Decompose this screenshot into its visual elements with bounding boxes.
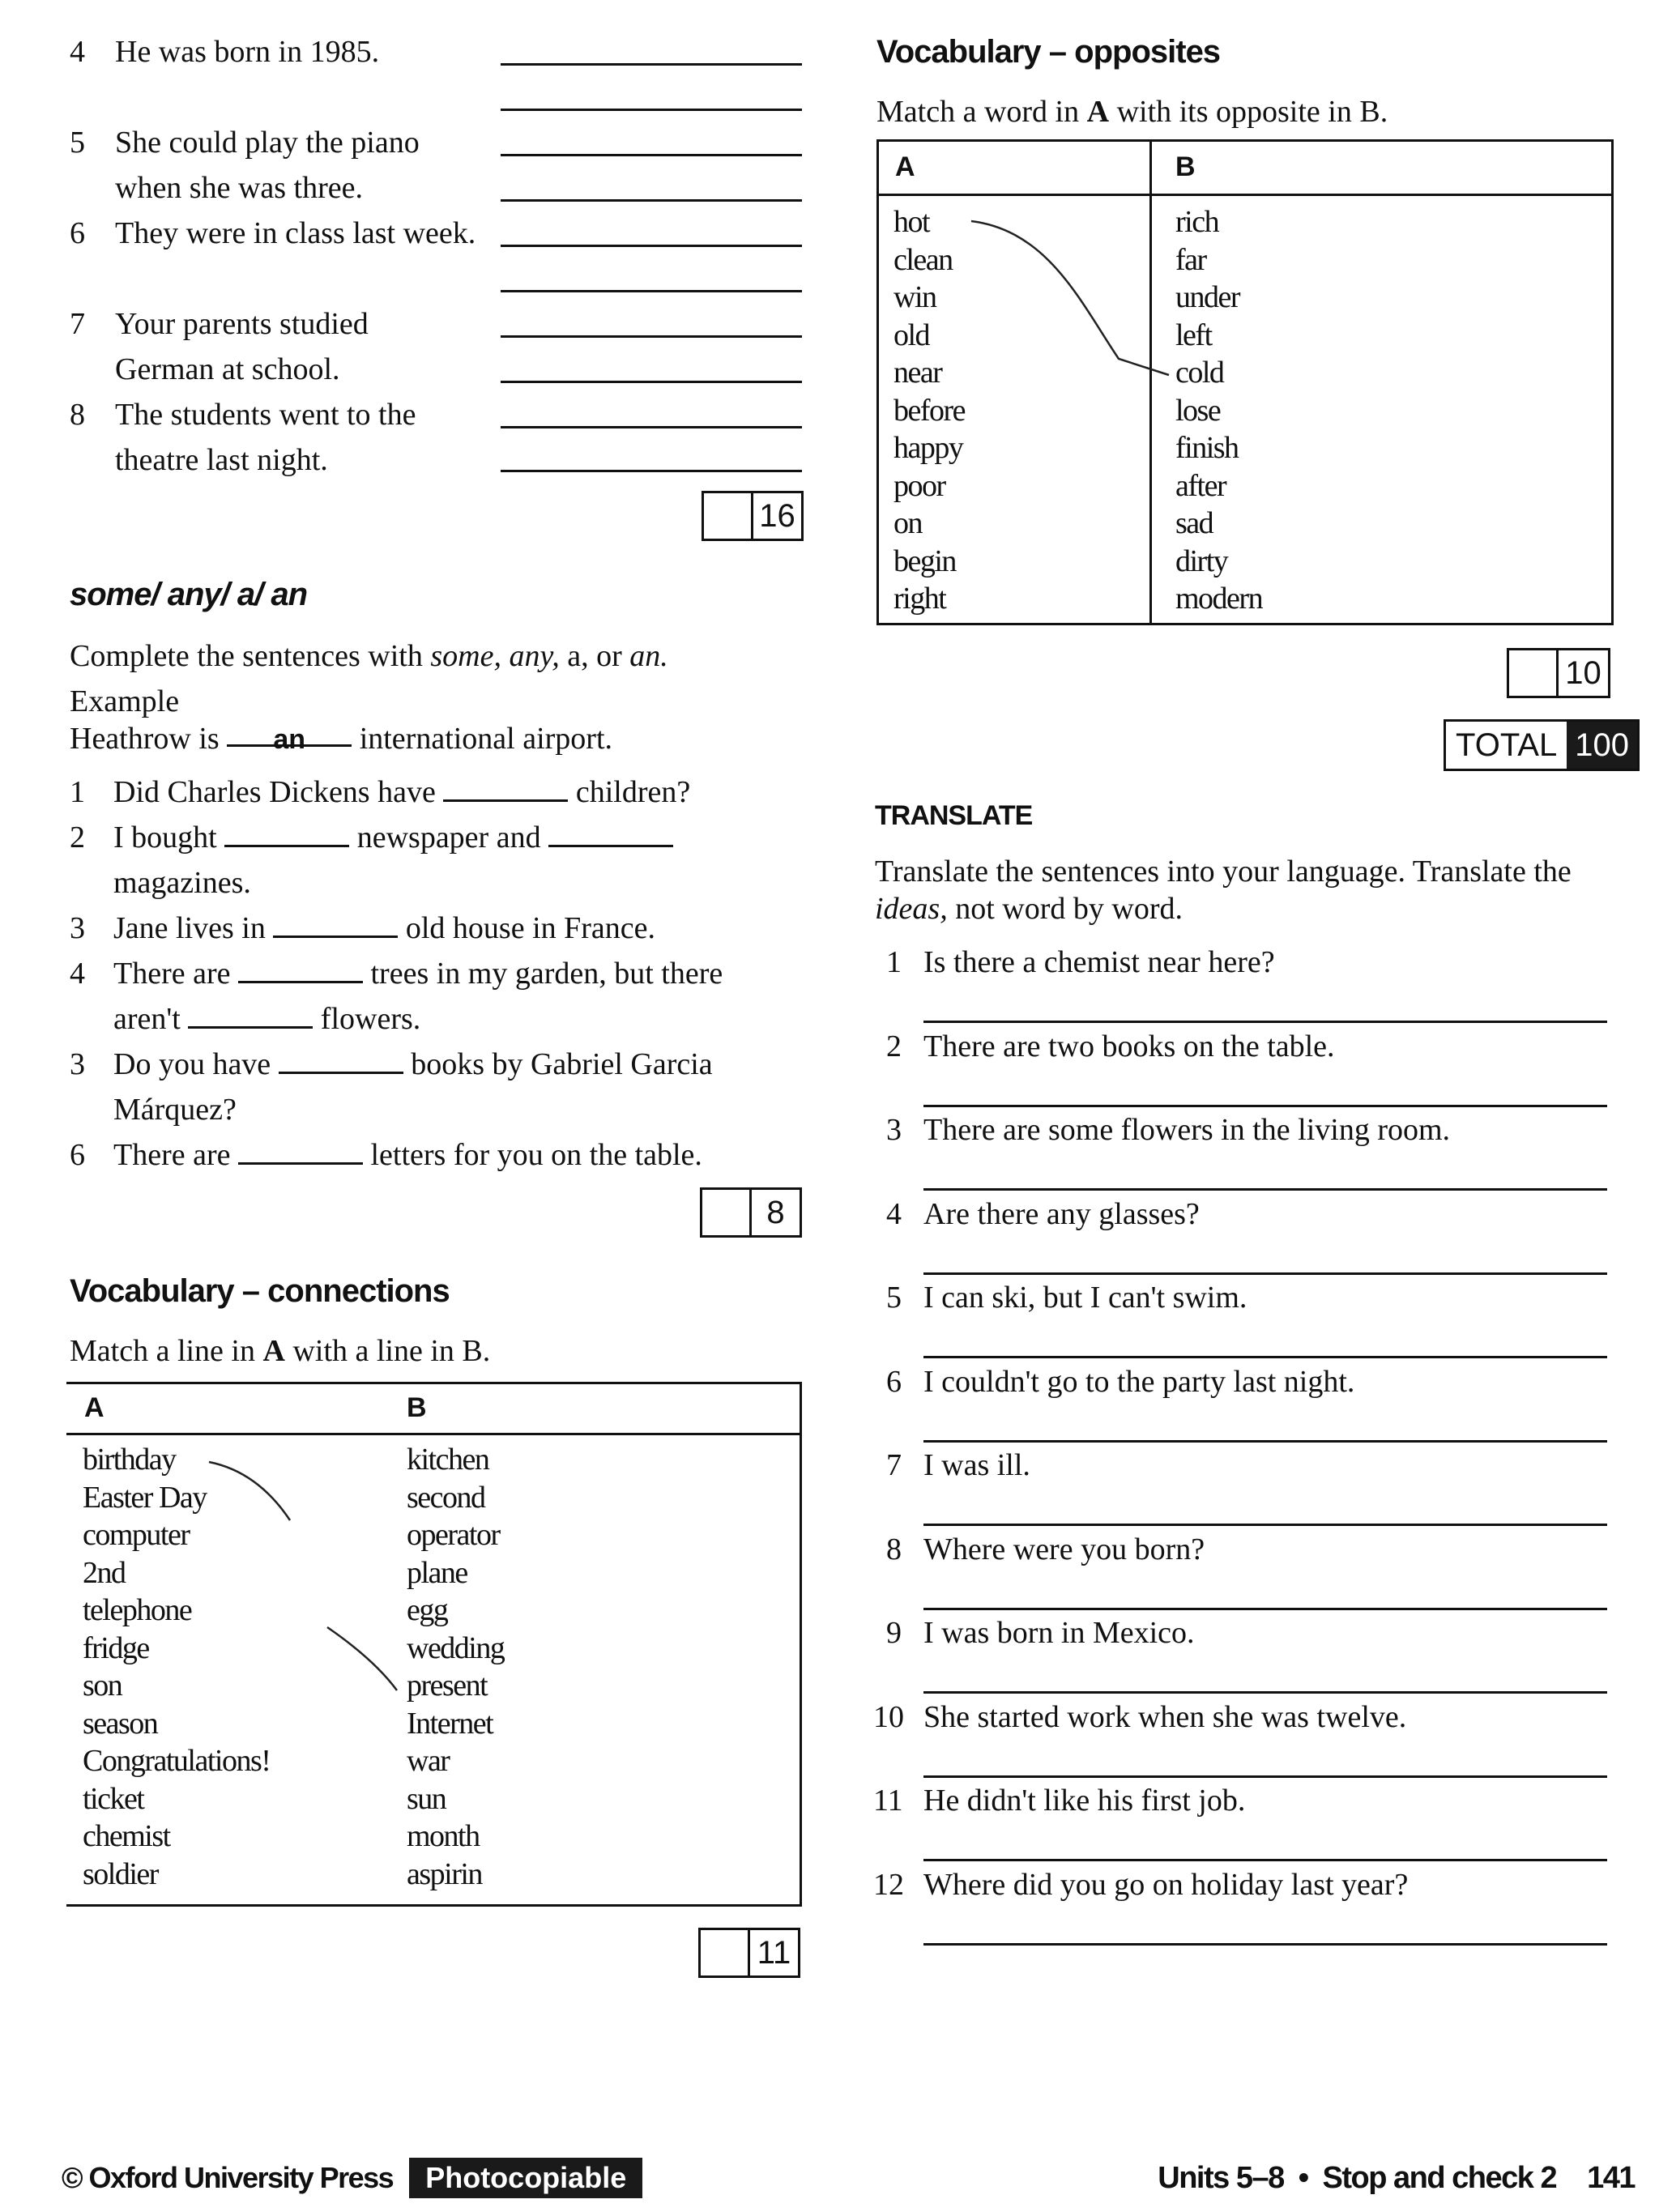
- score-input[interactable]: [702, 1190, 752, 1235]
- match-word: after: [1175, 468, 1226, 503]
- item-number: 5: [886, 1281, 902, 1315]
- item-number: 5: [70, 126, 85, 160]
- item-text: Jane lives in old house in France.: [113, 906, 655, 951]
- column-header-a: A: [84, 1392, 104, 1423]
- match-word: clean: [893, 242, 953, 277]
- item-number: 4: [886, 1196, 902, 1231]
- column-header-b: B: [1175, 151, 1196, 182]
- translation-answer-line[interactable]: [923, 1021, 1607, 1023]
- item-text: He was born in 1985.: [115, 35, 380, 69]
- item-text: when she was three.: [115, 171, 364, 205]
- units-label: Units 5–8: [1158, 2161, 1284, 2195]
- answer-line[interactable]: [501, 426, 802, 428]
- match-word: lose: [1175, 393, 1221, 428]
- translation-answer-line[interactable]: [923, 1943, 1607, 1946]
- item-text: I was ill.: [923, 1448, 1030, 1482]
- item-number: 3: [886, 1113, 902, 1147]
- match-word: modern: [1175, 582, 1263, 616]
- item-text: Where were you born?: [923, 1532, 1205, 1566]
- section-instruction: ideas, not word by word.: [875, 892, 1183, 926]
- item-text: There are trees in my garden, but there: [113, 951, 723, 996]
- match-word: sad: [1175, 506, 1213, 540]
- score-max: 16: [759, 497, 795, 534]
- blank-input[interactable]: [238, 953, 363, 983]
- match-word: soldier: [83, 1856, 158, 1891]
- item-text: magazines.: [113, 866, 251, 900]
- match-word: happy: [893, 431, 963, 465]
- match-word: sun: [407, 1781, 446, 1816]
- item-text: Márquez?: [113, 1093, 237, 1127]
- match-word: present: [407, 1669, 488, 1703]
- match-word: egg: [407, 1593, 448, 1627]
- match-word: son: [83, 1669, 122, 1703]
- match-word: wedding: [407, 1630, 505, 1665]
- match-word: Easter Day: [83, 1480, 207, 1515]
- total-box: [1444, 719, 1640, 771]
- item-text: There are letters for you on the table.: [113, 1132, 702, 1178]
- item-text: There are two books on the table.: [923, 1029, 1335, 1063]
- answer-line[interactable]: [501, 470, 802, 472]
- translation-answer-line[interactable]: [923, 1105, 1607, 1107]
- score-box: [698, 1928, 800, 1978]
- item-number: 2: [886, 1029, 902, 1063]
- item-number: 1: [886, 945, 902, 979]
- score-box: [702, 491, 804, 541]
- item-number: 1: [70, 775, 85, 809]
- item-number: 3: [70, 1047, 85, 1081]
- item-number: 4: [70, 35, 85, 69]
- item-text: She started work when she was twelve.: [923, 1699, 1407, 1734]
- item-number: 6: [886, 1364, 902, 1399]
- blank-input[interactable]: [224, 817, 349, 847]
- example-match-lines: [66, 1384, 802, 1909]
- score-max: 8: [766, 1194, 785, 1230]
- item-text: Is there a chemist near here?: [923, 945, 1275, 979]
- item-text: Where did you go on holiday last year?: [923, 1867, 1409, 1902]
- match-line: [209, 1462, 290, 1520]
- translation-answer-line[interactable]: [923, 1188, 1607, 1191]
- total-value: 100: [1567, 722, 1637, 769]
- match-word: second: [407, 1480, 485, 1515]
- match-word: kitchen: [407, 1443, 489, 1477]
- match-word: birthday: [83, 1443, 176, 1477]
- match-word: rich: [1175, 205, 1219, 239]
- score-input[interactable]: [701, 1930, 750, 1975]
- example-sentence: Heathrow is an international airport.: [70, 716, 612, 761]
- item-text: I can ski, but I can't swim.: [923, 1281, 1247, 1315]
- footer-page-info: [1158, 2161, 1635, 2196]
- answer-line[interactable]: [501, 109, 802, 111]
- item-text: She could play the piano: [115, 126, 420, 160]
- section-instruction: Match a word in A with its opposite in B.: [876, 95, 1388, 129]
- item-number: 11: [873, 1784, 903, 1818]
- match-word: dirty: [1175, 543, 1228, 578]
- translation-answer-line[interactable]: [923, 1356, 1607, 1358]
- item-number: 10: [873, 1699, 904, 1734]
- translation-answer-line[interactable]: [923, 1440, 1607, 1443]
- blank-input[interactable]: [188, 999, 313, 1029]
- item-text: They were in class last week.: [115, 216, 476, 250]
- item-text: He didn't like his first job.: [923, 1784, 1246, 1818]
- match-word: ticket: [83, 1781, 144, 1816]
- answer-line[interactable]: [501, 290, 802, 292]
- translation-answer-line[interactable]: [923, 1272, 1607, 1275]
- item-text: I bought newspaper and: [113, 815, 673, 860]
- match-table: [66, 1382, 802, 1907]
- blank-input[interactable]: [238, 1135, 363, 1165]
- column-header-a: A: [895, 151, 915, 182]
- section-instruction: Translate the sentences into your language. Translate the: [875, 855, 1572, 889]
- item-number: 12: [873, 1867, 904, 1902]
- item-number: 8: [70, 398, 85, 432]
- photocopiable-badge: Photocopiable: [409, 2158, 642, 2198]
- blank-input[interactable]: [279, 1044, 403, 1074]
- section-heading: TRANSLATE: [875, 800, 1033, 831]
- item-number: 6: [70, 216, 85, 250]
- score-input[interactable]: [704, 493, 753, 539]
- section-heading: some/ any/ a/ an: [70, 577, 308, 612]
- item-number: 7: [886, 1448, 902, 1482]
- answer-line[interactable]: [501, 154, 802, 156]
- answer-line[interactable]: [501, 335, 802, 338]
- match-word: chemist: [83, 1819, 170, 1853]
- item-text: Do you have books by Gabriel Garcia: [113, 1042, 713, 1087]
- score-max: 11: [757, 1934, 791, 1971]
- match-word: Internet: [407, 1706, 493, 1741]
- match-word: month: [407, 1819, 480, 1853]
- match-line: [327, 1627, 397, 1690]
- match-word: right: [893, 582, 946, 616]
- item-text: The students went to the: [115, 398, 416, 432]
- translation-answer-line[interactable]: [923, 1691, 1607, 1694]
- item-number: 3: [70, 911, 85, 945]
- translation-answer-line[interactable]: [923, 1524, 1607, 1526]
- item-text: I couldn't go to the party last night.: [923, 1364, 1355, 1399]
- match-word: Congratulations!: [83, 1744, 271, 1778]
- footer-publisher: [62, 2158, 642, 2198]
- item-number: 8: [886, 1532, 902, 1566]
- match-word: under: [1175, 280, 1240, 314]
- page-number: 141: [1587, 2161, 1635, 2195]
- answer-line[interactable]: [501, 199, 802, 202]
- item-text: German at school.: [115, 352, 340, 386]
- item-number: 6: [70, 1138, 85, 1172]
- example-label: Example: [70, 684, 180, 718]
- item-number: 4: [70, 957, 85, 991]
- example-match-line: [879, 142, 1616, 628]
- match-word: war: [407, 1744, 450, 1778]
- match-word: finish: [1175, 431, 1239, 465]
- match-word: hot: [893, 205, 930, 239]
- answer-line[interactable]: [501, 381, 802, 383]
- match-word: poor: [893, 468, 945, 503]
- match-word: operator: [407, 1518, 500, 1552]
- answer-line[interactable]: [501, 245, 802, 247]
- answer-line[interactable]: [501, 63, 802, 66]
- match-word: left: [1175, 318, 1212, 352]
- publisher-name: © Oxford University Press: [62, 2161, 394, 2194]
- item-text: Did Charles Dickens have children?: [113, 769, 690, 815]
- match-word: old: [893, 318, 930, 352]
- section-heading: Vocabulary – opposites: [876, 34, 1221, 70]
- blank-input[interactable]: [548, 817, 673, 847]
- match-word: begin: [893, 543, 956, 578]
- translation-answer-line[interactable]: [923, 1608, 1607, 1610]
- match-table: [876, 139, 1614, 625]
- total-label: TOTAL: [1456, 727, 1558, 763]
- match-word: aspirin: [407, 1856, 482, 1891]
- blank-input[interactable]: [443, 772, 568, 802]
- score-max: 10: [1565, 654, 1601, 691]
- item-number: 2: [70, 820, 85, 855]
- item-text: Are there any glasses?: [923, 1196, 1200, 1231]
- section-heading: Vocabulary – connections: [70, 1273, 450, 1309]
- bullet-separator: •: [1298, 2161, 1308, 2195]
- match-word: plane: [407, 1555, 467, 1590]
- column-header-b: B: [407, 1392, 427, 1423]
- item-text: I was born in Mexico.: [923, 1616, 1195, 1650]
- translation-answer-line[interactable]: [923, 1859, 1607, 1861]
- item-text: aren't flowers.: [113, 996, 420, 1042]
- match-word: fridge: [83, 1630, 149, 1665]
- match-word: season: [83, 1706, 158, 1741]
- score-box: [700, 1187, 802, 1238]
- match-word: before: [893, 393, 966, 428]
- match-word: computer: [83, 1518, 190, 1552]
- item-number: 9: [886, 1616, 902, 1650]
- section-instruction: Match a line in A with a line in B.: [70, 1334, 491, 1368]
- match-word: far: [1175, 242, 1206, 277]
- match-word: telephone: [83, 1593, 192, 1627]
- section-instruction: Complete the sentences with some, any, a, or an.: [70, 639, 668, 673]
- item-text: Your parents studied: [115, 307, 369, 341]
- match-word: near: [893, 356, 942, 390]
- match-word: 2nd: [83, 1555, 126, 1590]
- item-number: 7: [70, 307, 85, 341]
- score-box: [1507, 648, 1610, 698]
- match-line: [971, 221, 1169, 375]
- score-input[interactable]: [1509, 650, 1559, 696]
- match-word: cold: [1175, 356, 1224, 390]
- item-text: There are some flowers in the living room.: [923, 1113, 1451, 1147]
- match-word: win: [893, 280, 936, 314]
- item-text: theatre last night.: [115, 443, 328, 477]
- translation-answer-line[interactable]: [923, 1775, 1607, 1778]
- match-word: on: [893, 506, 922, 540]
- blank-input[interactable]: [273, 908, 398, 938]
- section-label: Stop and check 2: [1322, 2161, 1557, 2195]
